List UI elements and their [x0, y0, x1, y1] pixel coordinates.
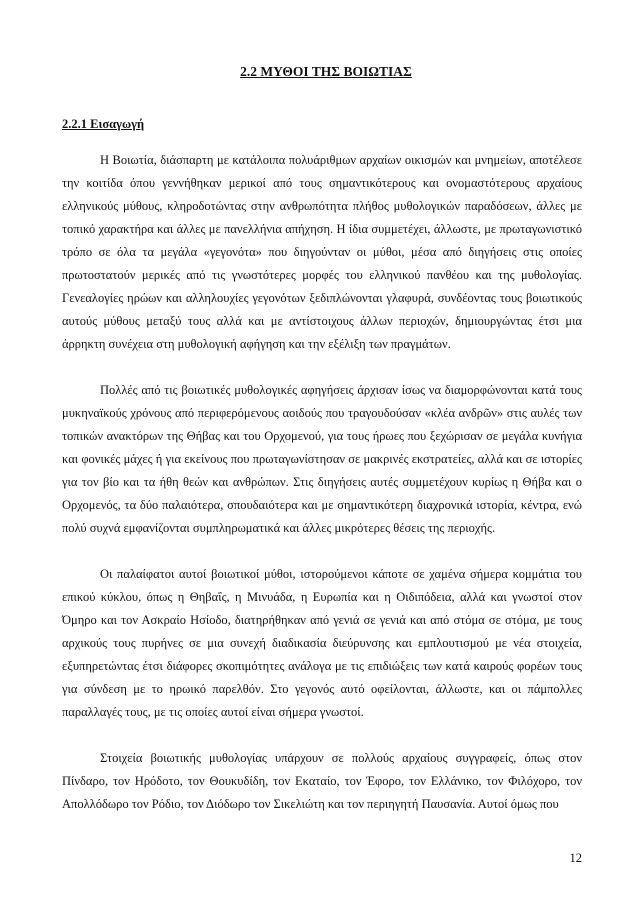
paragraph-4: Στοιχεία βοιωτικής μυθολογίας υπάρχουν σε πολλούς αρχαίους συγγραφείς, όπως στον Πίνδαρο, τον Ηρόδοτο, τον Θουκυδίδη, τον Εκαταίο, τον Έφορο, τον Ελλάνικο, τον Φιλόχορο, τον Απολλόδωρο τον Ρόδιο, τον Διόδωρο τον Σικελιώτη και τον περιηγητή Παυσανία. Αυτοί όμως που	[62, 751, 582, 811]
page-number: 12	[569, 851, 582, 865]
paragraph-3: Οι παλαίφατοι αυτοί βοιωτικοί μύθοι, ιστορούμενοι κάποτε σε χαμένα σήμερα κομμάτια του επικού κύκλου, όπως η Θηβαΐς, η Μινυάδα, η Ευρωπία και η Οιδιπόδεια, αλλά και γνωστοί στον Όμηρο και τον Ασκραίο Ησίοδο, διατηρήθηκαν από γενιά σε γενιά και από στόμα σε στόμα, με τους αρχικούς τους πυρήνες σε μια συνεχή διαδικασία διεύρυνσης και εμπλουτισμού με νέα στοιχεία, εξυπηρετώντας έτσι διάφορες σκοπιμότητες ανάλογα με τις επιδιώξεις των κατά καιρούς φορέων τους για σύνδεση με το ηρωικό παρελθόν. Στο γεγονός αυτό οφείλονται, άλλωστε, και οι πάμπολλες παραλλαγές τους, με τις οποίες αυτοί είναι σήμερα γνωστοί.	[62, 567, 582, 719]
paragraph-1: Η Βοιωτία, διάσπαρτη με κατάλοιπα πολυάριθμων αρχαίων οικισμών και μνημείων, αποτέλεσε την κοιτίδα όπου γεννήθηκαν μερικοί από τους σημαντικότερους και ονομαστότερους αρχαίους ελληνικούς μύθους, κληροδοτώντας στην ανθρωπότητα πλήθος μυθολογικών παραδόσεων, άλλες με τοπικό χαρακτήρα και άλλες με πανελλήνια απήχηση. Η ίδια συμμετέχει, άλλωστε, με πρωταγωνιστικό τρόπο σε όλα τα μεγάλα «γεγονότα» που διηγούνταν οι μύθοι, μέσα από διηγήσεις στις οποίες πρωτοστατούν μερικές από τις γνωστότερες μορφές του ελληνικού πανθέου και της μυθολογίας. Γενεαλογίες ηρώων και αλληλουχίες γεγονότων ξεδιπλώνονται γλαφυρά, συνδέοντας τους βοιωτικούς αυτούς μύθους μεταξύ τους αλλά και με αντίστοιχους άλλων περιοχών, δημιουργώντας έτσι μια άρρηκτη συνέχεια στη μυθολογική αφήγηση και την εξέλιξη των πραγμάτων.	[62, 153, 582, 351]
subsection-title: 2.2.1 Εισαγωγή	[62, 117, 145, 131]
paragraph-2: Πολλές από τις βοιωτικές μυθολογικές αφηγήσεις άρχισαν ίσως να διαμορφώνονται κατά τους μυκηναϊκούς χρόνους από περιφερόμενους αοιδούς που τραγουδούσαν «κλέα ανδρῶν» στις αυλές των τοπικών ανακτόρων της Θήβας και του Ορχομενού, για τους ήρωες που ξεχώρισαν σε μεγάλα κυνήγια και φονικές μάχες ή για εκείνους που πρωταγωνίστησαν σε μακρινές εκστρατείες, αλλά και σε ιστορίες για τον βίο και τα ήθη θεών και ανθρώπων. Στις διηγήσεις αυτές συμμετέχουν κυρίως η Θήβα και ο Ορχομενός, τα δύο παλαιότερα, σπουδαιότερα και με σημαντικότερη διαχρονικά ιστορία, κέντρα, ενώ πολύ συχνά εμφανίζονται συμπληρωματικά και άλλες μικρότερες θέσεις της περιοχής.	[62, 383, 582, 535]
section-title: 2.2 ΜΥΘΟΙ ΤΗΣ ΒΟΙΩΤΙΑΣ	[240, 64, 412, 79]
